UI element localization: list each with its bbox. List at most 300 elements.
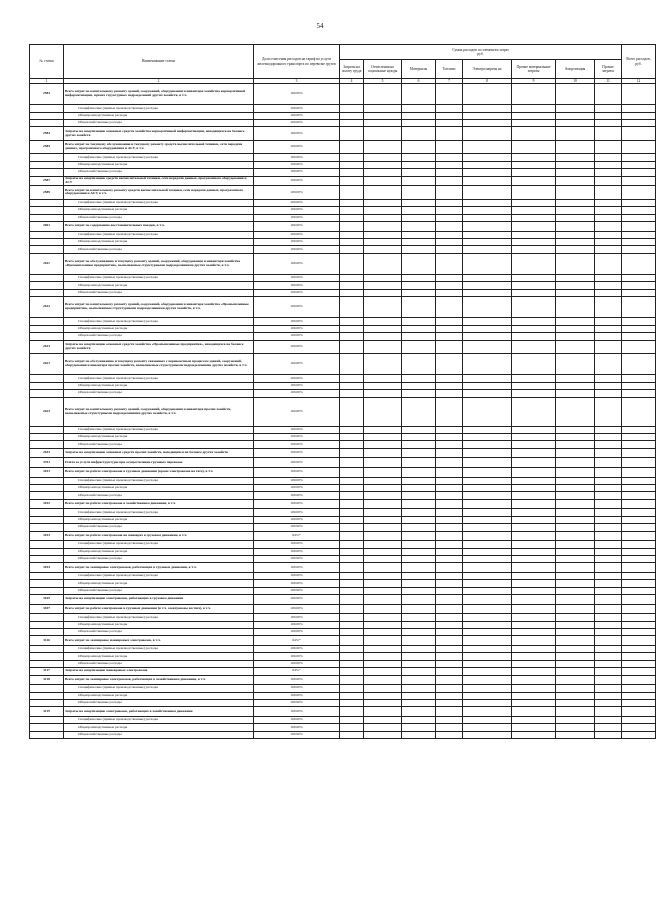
row-code: 3103	[30, 531, 64, 541]
index-cell: 4	[340, 79, 364, 84]
row-name: Специфические (прямые производственные) расходы	[64, 375, 254, 382]
row-code: 3104	[30, 563, 64, 573]
amount-cell	[595, 207, 622, 214]
amount-cell	[595, 161, 622, 168]
amount-cell	[364, 587, 402, 594]
amount-cell	[595, 340, 622, 354]
amount-cell	[364, 282, 402, 289]
amount-cell	[622, 675, 656, 685]
amount-cell	[556, 127, 595, 141]
amount-cell	[364, 112, 402, 119]
amount-cell	[340, 84, 364, 105]
row-code: 3102	[30, 499, 64, 509]
row-share: 100.00%	[254, 169, 340, 176]
amount-cell	[340, 548, 364, 555]
amount-cell	[402, 274, 436, 281]
row-share: 100.00%	[254, 548, 340, 555]
amount-cell	[436, 653, 463, 660]
amount-cell	[512, 685, 556, 692]
header-share: Доля отнесения расходов на тариф на услуги железнодорожного транспорта по перевозке грузов	[254, 45, 340, 79]
amount-cell	[595, 492, 622, 499]
row-code	[30, 509, 64, 516]
amount-cell	[364, 716, 402, 723]
header-group-unit: руб.	[477, 52, 484, 56]
amount-cell	[595, 186, 622, 200]
amount-cell	[364, 340, 402, 354]
row-share: 100.00%	[254, 84, 340, 105]
amount-cell	[595, 246, 622, 253]
amount-cell	[622, 614, 656, 621]
row-share: 100.00%	[254, 716, 340, 723]
amount-cell	[364, 289, 402, 296]
amount-cell	[364, 685, 402, 692]
amount-cell	[340, 531, 364, 541]
amount-cell	[402, 340, 436, 354]
amount-cell	[463, 707, 512, 717]
amount-cell	[436, 485, 463, 492]
amount-cell	[512, 207, 556, 214]
amount-cell	[436, 604, 463, 614]
amount-cell	[402, 468, 436, 478]
amount-cell	[340, 516, 364, 523]
amount-cell	[364, 199, 402, 206]
amount-cell	[364, 231, 402, 238]
cost-table	[29, 44, 656, 739]
amount-cell	[622, 572, 656, 579]
amount-cell	[463, 614, 512, 621]
amount-cell	[556, 390, 595, 397]
amount-cell	[340, 253, 364, 274]
row-name: Всего затрат по капитальному ремонту зданий, сооружений, оборудования и инвентаря хозяйства «Промышленные предприятия», выполняемые структурными подразделениями других хозяйств, в т.ч.	[64, 297, 254, 318]
row-share: 100.00%	[254, 563, 340, 573]
amount-cell	[402, 176, 436, 186]
amount-cell	[364, 636, 402, 646]
amount-cell	[436, 207, 463, 214]
amount-cell	[364, 572, 402, 579]
row-name: Специфические (прямые производственные) расходы	[64, 231, 254, 238]
amount-cell	[340, 214, 364, 221]
table-row	[30, 169, 656, 176]
amount-cell	[402, 238, 436, 245]
amount-cell	[622, 499, 656, 509]
amount-cell	[436, 238, 463, 245]
row-share: 100.00%	[254, 214, 340, 221]
amount-cell	[512, 468, 556, 478]
table-row	[30, 354, 656, 375]
row-name: Специфические (прямые производственные) расходы	[64, 572, 254, 579]
table-row	[30, 699, 656, 706]
amount-cell	[595, 548, 622, 555]
amount-cell	[436, 509, 463, 516]
table-row	[30, 390, 656, 397]
amount-cell	[463, 699, 512, 706]
amount-cell	[595, 274, 622, 281]
row-code: 2584	[30, 127, 64, 141]
amount-cell	[595, 692, 622, 699]
amount-cell	[402, 636, 436, 646]
amount-cell	[463, 253, 512, 274]
table-row	[30, 207, 656, 214]
amount-cell	[622, 289, 656, 296]
amount-cell	[512, 653, 556, 660]
amount-cell	[512, 636, 556, 646]
amount-cell	[622, 246, 656, 253]
amount-cell	[364, 120, 402, 127]
amount-cell	[595, 84, 622, 105]
amount-cell	[556, 397, 595, 426]
row-name: Всего затрат по обслуживанию и текущему ремонту зданий, сооружений, оборудования и инвентаря хозяйства «Промышленные предприятия», выполняемые структурными подразделениями других хозяйств, в т.ч.	[64, 253, 254, 274]
amount-cell	[364, 253, 402, 274]
row-code: 3118	[30, 675, 64, 685]
index-cell: 12	[622, 79, 656, 84]
amount-cell	[622, 485, 656, 492]
amount-cell	[436, 318, 463, 325]
amount-cell	[622, 375, 656, 382]
amount-cell	[556, 441, 595, 448]
amount-cell	[595, 587, 622, 594]
amount-cell	[364, 699, 402, 706]
amount-cell	[512, 169, 556, 176]
amount-cell	[512, 127, 556, 141]
table-row	[30, 492, 656, 499]
amount-cell	[512, 580, 556, 587]
table-row	[30, 221, 656, 231]
amount-cell	[436, 699, 463, 706]
amount-cell	[512, 731, 556, 738]
amount-cell	[364, 563, 402, 573]
amount-cell	[556, 221, 595, 231]
table-row	[30, 161, 656, 168]
amount-cell	[463, 468, 512, 478]
amount-cell	[436, 426, 463, 433]
row-code: 3107	[30, 604, 64, 614]
row-share: 100.00%	[254, 333, 340, 340]
row-name: Специфические (прямые производственные) расходы	[64, 716, 254, 723]
table-body	[30, 84, 656, 739]
table-row	[30, 675, 656, 685]
amount-cell	[436, 354, 463, 375]
amount-cell	[622, 426, 656, 433]
row-code	[30, 580, 64, 587]
row-share: 100.00%	[254, 485, 340, 492]
header-sub-8: Прочие затраты	[595, 60, 622, 79]
amount-cell	[622, 105, 656, 112]
amount-cell	[402, 375, 436, 382]
amount-cell	[402, 120, 436, 127]
row-name: Специфические (прямые производственные) расходы	[64, 318, 254, 325]
amount-cell	[622, 629, 656, 636]
row-share: 64%*	[254, 636, 340, 646]
amount-cell	[556, 692, 595, 699]
amount-cell	[340, 333, 364, 340]
amount-cell	[622, 186, 656, 200]
amount-cell	[556, 169, 595, 176]
amount-cell	[595, 434, 622, 441]
amount-cell	[556, 468, 595, 478]
amount-cell	[436, 375, 463, 382]
amount-cell	[556, 154, 595, 161]
amount-cell	[402, 333, 436, 340]
amount-cell	[556, 531, 595, 541]
amount-cell	[402, 548, 436, 555]
row-share: 100.00%	[254, 516, 340, 523]
amount-cell	[622, 214, 656, 221]
row-name: Всего затрат по обслуживанию и текущему ремонту связанных с перевозочным процессом зданий, сооружений, оборудования и инвентаря прочих хозяйств, выполняемые структурными подразделениями других хозяйств, в т.ч.	[64, 354, 254, 375]
amount-cell	[463, 477, 512, 484]
amount-cell	[402, 397, 436, 426]
amount-cell	[463, 660, 512, 667]
row-share: 100.00%	[254, 340, 340, 354]
amount-cell	[595, 282, 622, 289]
amount-cell	[622, 354, 656, 375]
row-code	[30, 587, 64, 594]
row-name: Затраты на амортизацию основных средств прочих хозяйств, находящихся на балансе других хозяйств	[64, 448, 254, 458]
amount-cell	[340, 289, 364, 296]
amount-cell	[340, 448, 364, 458]
table-row	[30, 282, 656, 289]
amount-cell	[340, 221, 364, 231]
header-total: Всего расходов, руб.	[622, 45, 656, 79]
amount-cell	[340, 246, 364, 253]
amount-cell	[364, 614, 402, 621]
amount-cell	[463, 375, 512, 382]
amount-cell	[364, 426, 402, 433]
amount-cell	[364, 580, 402, 587]
amount-cell	[512, 509, 556, 516]
amount-cell	[512, 434, 556, 441]
amount-cell	[622, 176, 656, 186]
amount-cell	[402, 531, 436, 541]
row-code	[30, 382, 64, 389]
index-cell: 2	[64, 79, 254, 84]
amount-cell	[436, 333, 463, 340]
amount-cell	[556, 675, 595, 685]
row-share: 100.00%	[254, 354, 340, 375]
row-name: Всего затрат по экипировке электровозов, работающих в хозяйственном движении, в т.ч.	[64, 675, 254, 685]
amount-cell	[364, 325, 402, 332]
amount-cell	[595, 120, 622, 127]
amount-cell	[402, 214, 436, 221]
amount-cell	[556, 524, 595, 531]
row-share: 100.00%	[254, 675, 340, 685]
row-share: 100.00%	[254, 731, 340, 738]
amount-cell	[436, 246, 463, 253]
row-code	[30, 375, 64, 382]
row-name: Всего затрат по капитальному ремонту зданий, сооружений, оборудования и инвентаря хозяйства корпоративной информатизации, прочих структурных подразделений других хозяйств, в т.ч.	[64, 84, 254, 105]
amount-cell	[364, 105, 402, 112]
amount-cell	[512, 375, 556, 382]
amount-cell	[463, 492, 512, 499]
amount-cell	[595, 253, 622, 274]
amount-cell	[622, 531, 656, 541]
amount-cell	[402, 653, 436, 660]
row-name: Общепроизводственные расходы	[64, 724, 254, 731]
row-share: 100.00%	[254, 397, 340, 426]
amount-cell	[436, 716, 463, 723]
amount-cell	[595, 668, 622, 675]
amount-cell	[436, 548, 463, 555]
index-cell: 8	[463, 79, 512, 84]
amount-cell	[436, 120, 463, 127]
amount-cell	[364, 509, 402, 516]
amount-cell	[463, 580, 512, 587]
table-row	[30, 458, 656, 468]
row-share: 64%*	[254, 531, 340, 541]
table-row	[30, 653, 656, 660]
amount-cell	[436, 516, 463, 523]
amount-cell	[402, 660, 436, 667]
amount-cell	[436, 675, 463, 685]
amount-cell	[595, 646, 622, 653]
amount-cell	[595, 426, 622, 433]
amount-cell	[436, 636, 463, 646]
amount-cell	[463, 692, 512, 699]
amount-cell	[463, 587, 512, 594]
row-share: 100.00%	[254, 282, 340, 289]
amount-cell	[622, 84, 656, 105]
amount-cell	[402, 441, 436, 448]
table-row	[30, 333, 656, 340]
amount-cell	[436, 477, 463, 484]
table-row	[30, 448, 656, 458]
amount-cell	[463, 297, 512, 318]
row-code	[30, 492, 64, 499]
amount-cell	[556, 548, 595, 555]
amount-cell	[436, 434, 463, 441]
amount-cell	[340, 477, 364, 484]
amount-cell	[364, 441, 402, 448]
amount-cell	[512, 614, 556, 621]
amount-cell	[556, 325, 595, 332]
amount-cell	[436, 169, 463, 176]
row-name: Общехозяйственные расходы	[64, 660, 254, 667]
row-share: 100.00%	[254, 382, 340, 389]
amount-cell	[463, 499, 512, 509]
row-name: Затраты на амортизацию средств вычислительной техники, сети передачи данных, программного оборудования и АСУ	[64, 176, 254, 186]
amount-cell	[556, 282, 595, 289]
header-name: Наименование статьи	[64, 45, 254, 79]
row-share: 100.00%	[254, 724, 340, 731]
table-row	[30, 595, 656, 605]
amount-cell	[556, 375, 595, 382]
amount-cell	[436, 127, 463, 141]
amount-cell	[512, 112, 556, 119]
amount-cell	[512, 354, 556, 375]
row-name: Специфические (прямые производственные) расходы	[64, 685, 254, 692]
amount-cell	[340, 354, 364, 375]
amount-cell	[364, 668, 402, 675]
amount-cell	[556, 699, 595, 706]
amount-cell	[463, 127, 512, 141]
amount-cell	[556, 707, 595, 717]
row-share: 100.00%	[254, 468, 340, 478]
amount-cell	[512, 238, 556, 245]
row-share: 100.00%	[254, 246, 340, 253]
amount-cell	[622, 716, 656, 723]
row-name: Общепроизводственные расходы	[64, 653, 254, 660]
amount-cell	[622, 238, 656, 245]
amount-cell	[364, 499, 402, 509]
table-row	[30, 716, 656, 723]
amount-cell	[402, 563, 436, 573]
row-code	[30, 614, 64, 621]
amount-cell	[436, 595, 463, 605]
amount-cell	[556, 105, 595, 112]
amount-cell	[364, 397, 402, 426]
amount-cell	[364, 468, 402, 478]
amount-cell	[402, 541, 436, 548]
amount-cell	[622, 253, 656, 274]
row-name: Общехозяйственные расходы	[64, 555, 254, 562]
amount-cell	[340, 492, 364, 499]
table-row	[30, 154, 656, 161]
amount-cell	[463, 120, 512, 127]
amount-cell	[402, 253, 436, 274]
amount-cell	[595, 555, 622, 562]
row-code	[30, 646, 64, 653]
row-share: 100.00%	[254, 448, 340, 458]
amount-cell	[340, 390, 364, 397]
row-share: 100.00%	[254, 154, 340, 161]
amount-cell	[436, 325, 463, 332]
row-name: Общехозяйственные расходы	[64, 120, 254, 127]
amount-cell	[463, 105, 512, 112]
amount-cell	[622, 112, 656, 119]
amount-cell	[364, 221, 402, 231]
amount-cell	[556, 161, 595, 168]
amount-cell	[436, 390, 463, 397]
row-name: Затраты на амортизацию основных средств хозяйства корпоративной информатизации, находящихся на балансе других хозяйств	[64, 127, 254, 141]
row-share: 100.00%	[254, 555, 340, 562]
amount-cell	[512, 176, 556, 186]
row-name: Общехозяйственные расходы	[64, 699, 254, 706]
amount-cell	[364, 186, 402, 200]
amount-cell	[436, 563, 463, 573]
row-code	[30, 214, 64, 221]
row-name: Всего затрат по работе электровозов в хозяйственном движении, в т.ч.	[64, 499, 254, 509]
amount-cell	[556, 646, 595, 653]
amount-cell	[512, 499, 556, 509]
amount-cell	[556, 199, 595, 206]
amount-cell	[512, 458, 556, 468]
row-share: 100.00%	[254, 105, 340, 112]
row-name: Специфические (прямые производственные) расходы	[64, 426, 254, 433]
row-code: 3105	[30, 595, 64, 605]
table-row	[30, 140, 656, 154]
table-row	[30, 580, 656, 587]
amount-cell	[463, 246, 512, 253]
table-row	[30, 485, 656, 492]
amount-cell	[364, 297, 402, 318]
row-name: Всего затрат по содержанию восстановительных поездов, в т.ч.	[64, 221, 254, 231]
amount-cell	[340, 563, 364, 573]
amount-cell	[340, 154, 364, 161]
amount-cell	[463, 231, 512, 238]
amount-cell	[436, 668, 463, 675]
table-row	[30, 238, 656, 245]
row-share: 100.00%	[254, 685, 340, 692]
index-cell: 11	[595, 79, 622, 84]
row-code	[30, 621, 64, 628]
amount-cell	[512, 692, 556, 699]
amount-cell	[402, 169, 436, 176]
table-row	[30, 724, 656, 731]
amount-cell	[512, 448, 556, 458]
row-code	[30, 199, 64, 206]
amount-cell	[595, 699, 622, 706]
amount-cell	[402, 675, 436, 685]
table-row	[30, 434, 656, 441]
